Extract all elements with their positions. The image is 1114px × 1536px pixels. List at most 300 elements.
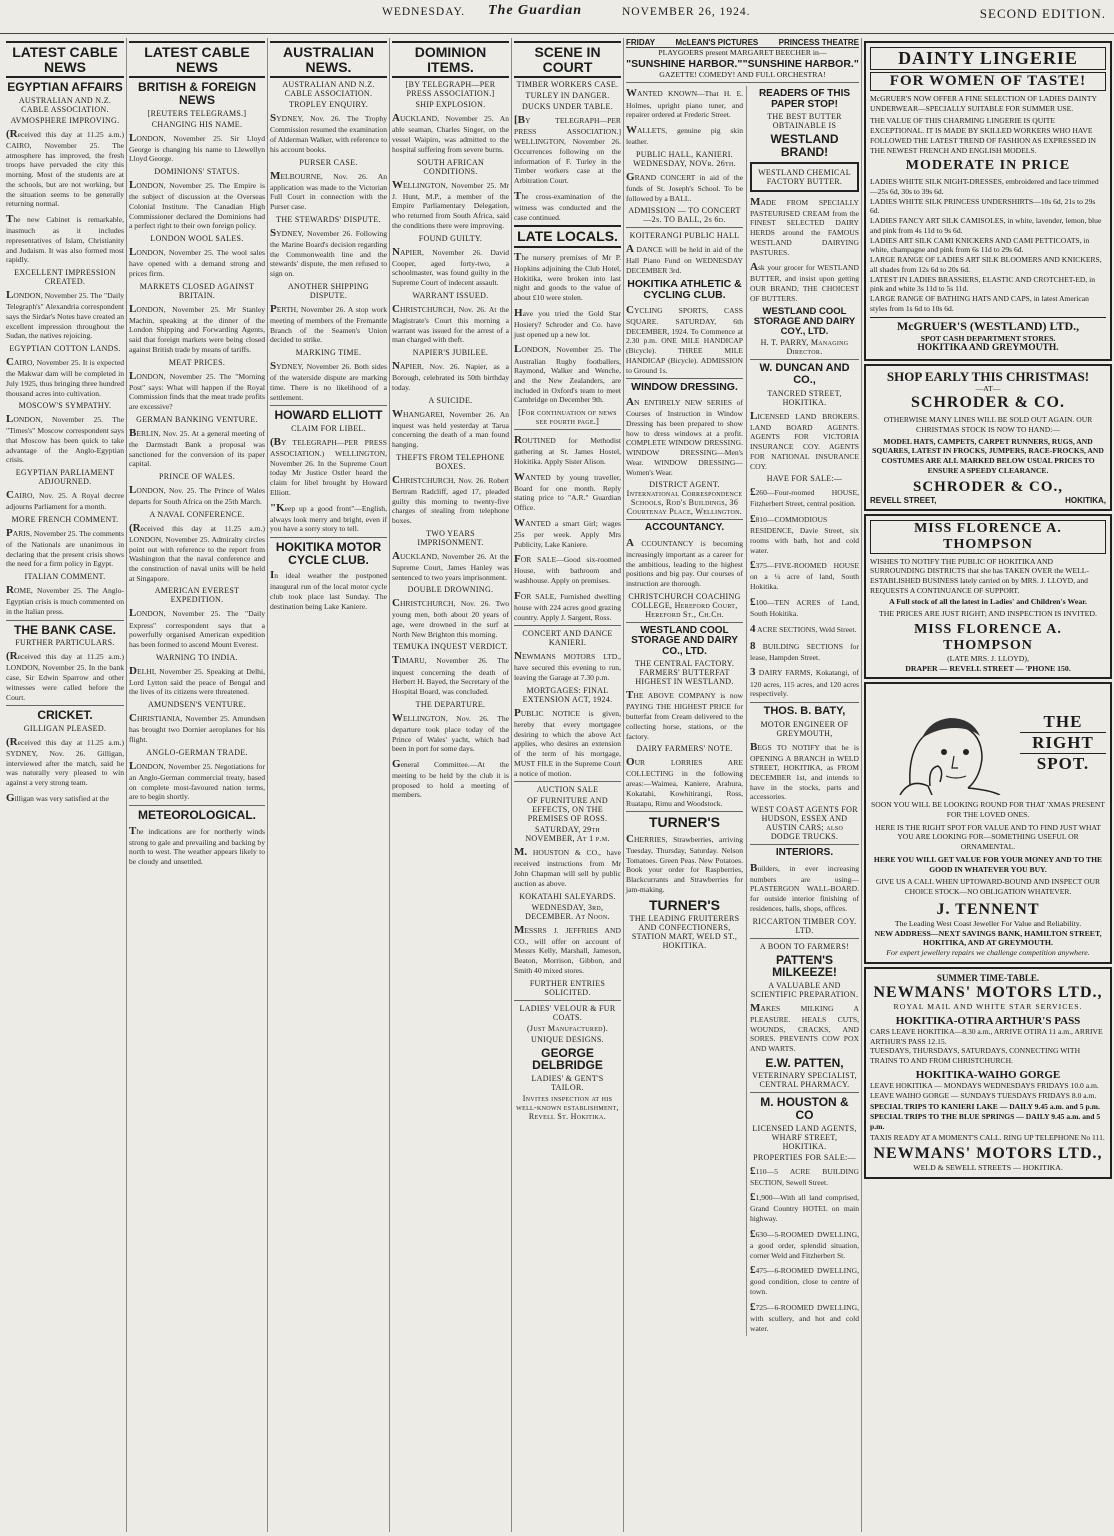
advertiser-name: TURNER'S: [649, 896, 720, 913]
advertiser-name: NEWMANS' MOTORS LTD.,: [873, 1145, 1103, 1163]
property-listing: 4 ACRE SECTIONS, Weld Street.: [750, 622, 857, 635]
ad-text: THE VALUE OF THIS CHARMING LINGERIE IS QUITE EXCEPTIONAL. IT IS MADE BY SKILLED WORKERS WHO HAVE FOLLOWED THE LATEST TREND OF FASHION AS EXPRESSED IN THE NEWEST FRENCH AND ENGLISH MODELS.: [870, 116, 1096, 155]
subhead: DISTRICT AGENT. International Correspondence Schools, Rod's Buildings, 36 Courtenay Place, Wellington.: [626, 480, 743, 517]
subhead: PURSER CASE.: [299, 157, 358, 167]
source-line: [REUTERS TELEGRAMS.]: [147, 108, 247, 118]
article-text: (BY TELEGRAPH—PER PRESS ASSOCIATION.) WELLINGTON, November 26. In the Supreme Court today Mr Justice Ostler heard the claim for libel brought by Howard Elliott.: [270, 435, 387, 497]
classified-ad: FOR SALE, Furnished dwelling house with 224 acres good grazing country. Apply J. Sargent, Ross.: [514, 589, 621, 622]
advertiser-name: SCHRODER & CO.: [910, 394, 1065, 412]
classified-ad: WANTED a smart Girl; wages 25s per week. Apply Mrs Publicity, Lake Kaniere.: [514, 516, 621, 549]
property-listing: £260—Four-roomed HOUSE, Fitzherbert Street, central position.: [750, 486, 859, 509]
subhead: H. T. PARRY, Managing Director.: [760, 338, 849, 357]
notice-text: A CCOUNTANCY is becoming increasingly important as a career for the ambitious, leading to the highest positions and big pay. Our courses of instruction are thorough.: [626, 536, 743, 589]
ad-item: LADIES WHITE SILK NIGHT-DRESSES, embroidered and lace trimmed—25s 6d, 30s to 39s 6d.: [870, 177, 1099, 197]
notice-text: LICENSED LAND BROKERS. LAND BOARD AGENTS. AGENTS FOR VICTORIA INSURANCE COY. AGENTS FOR NATIONAL INSURANCE COY.: [750, 409, 859, 471]
article-text: LONDON, November 25. The "Daily Express" correspondent says that a powerfully organised American expedition has been formed to ascend Mount Everest.: [129, 607, 265, 649]
notice-text: CYCLING SPORTS, CASS SQUARE. SATURDAY, 6th DECEMBER, 1924. To Commence at 2.30 p.m. ONE MILE HANDICAP (Bicycle). THREE MILE HANDICAP (Bicycle). ADMISSION to Ground 1s.: [626, 303, 743, 375]
article-text: LONDON, November 25. The Australian Rugby footballers, Raymond, Walker and Wenche, and the New Zealanders, are included in Oxford's team to meet Cambridge on December 9th.: [514, 343, 621, 405]
subhead: A NAVAL CONFERENCE.: [149, 509, 245, 519]
article-text: PARIS, November 25. The comments of the Nationals are unanimous in declaring that the present crisis shows the need for a firm policy in Egypt.: [6, 526, 124, 569]
notice-text: NEWMANS MOTORS LTD., have secured this evening to run, leaving the Garage at 7.30 p.m.: [514, 650, 621, 683]
divider: [626, 811, 743, 812]
divider: [750, 359, 859, 360]
subhead: PROPERTIES FOR SALE:—: [753, 1152, 856, 1162]
article-text: SYDNEY, November 26. Following the Marine Board's decision regarding the Commonwealth line and the stewards' dispute, the men refused to sign on.: [270, 226, 387, 279]
notice-text: Builders, in ever increasing numbers are using— PLASTERGON WALL-BOARD. for outside interior finishing of residences, halls, shops, offices.: [750, 861, 859, 913]
source-line: [BY TELEGRAPH—PER PRESS ASSOCIATION.]: [405, 80, 496, 99]
subhead: SATURDAY, 29th NOVEMBER, At 1 p.m.: [525, 825, 610, 844]
subhead: LADIES' VELOUR & FUR COATS.: [519, 1003, 616, 1022]
spot-word: RIGHT: [1020, 732, 1106, 754]
route-text: SPECIAL TRIPS TO THE BLUE SPRINGS — DAILY 9.45 a.m. and 5 p.m.: [870, 1111, 1101, 1131]
subhead: A SUICIDE.: [428, 395, 473, 405]
article-text: MELBOURNE, Nov. 26. An application was made to the Victorian Full Court in connection with the Purser case.: [270, 169, 387, 212]
headline: BRITISH & FOREIGN NEWS: [137, 80, 256, 107]
film-titles: [626, 58, 859, 70]
ad-text: SOON YOU WILL BE LOOKING ROUND FOR THAT 'XMAS PRESENT FOR THE LOVED ONES.: [871, 800, 1105, 820]
article-text: In ideal weather the postponed inaugural run of the local motor cycle club took place last Sunday. The destination being Lake Kaniere.: [270, 569, 387, 611]
notice-text: OUR LORRIES ARE COLLECTING in the following areas:—Waimea, Kaniere, Arahura, Kokatahi, Kowhitirangi, Ross, Ruatapu, Rimu and Woodstock.: [626, 756, 743, 808]
divider: [750, 938, 859, 939]
subhead: VETERINARY SPECIALIST, CENTRAL PHARMACY.: [752, 1071, 857, 1090]
article-text: WELLINGTON, November 25. Mr J. Hunt, M.P., a member of the Empire Parliamentary Delegation, who returned from South Africa, said the conditions there were improving.: [392, 178, 509, 230]
ad-headline: MODERATE IN PRICE: [905, 158, 1071, 174]
pictures-day: FRIDAY: [626, 38, 656, 47]
subhead: THE DEPARTURE.: [415, 699, 486, 709]
column-1-cable-news: [4, 38, 127, 1532]
article-text: Have you tried the Gold Star Hosiery? Schroder and Co. have just opened up a new lot.: [514, 306, 621, 339]
divider: [129, 805, 265, 806]
notice-text: MAKES MILKING A PLEASURE. HEALS CUTS, WOUNDS, CRACKS, AND SORES. PREVENTS COW POX AND WARTS.: [750, 1001, 859, 1054]
subhead: FURTHER ENTRIES SOLICITED.: [529, 978, 606, 997]
advertiser-name: WESTLAND COOL STORAGE AND DAIRY COY., LTD.: [753, 305, 856, 337]
subhead: DOMINIONS' STATUS.: [154, 167, 240, 177]
classified-ad: PUBLIC HALL, KANIERI. WEDNESDAY, NOVr. 26th.: [633, 149, 736, 168]
ad-item: LADIES FANCY ART SILK CAMISOLES, in white, lavender, lemon, blue and pink from 4s 11d to 9s 6d.: [870, 216, 1102, 235]
continuation-note: [For continuation of news see fourth page.]: [518, 408, 617, 427]
advertiser-name: SCHRODER & CO.,: [912, 478, 1063, 495]
notice-text: BEGS TO NOTIFY that he is OPENING A BRANCH in WELD STREET, HOKITIKA, as FROM DECEMBER 1st, and intends to have in the stocks, parts and accessories.: [750, 740, 859, 802]
subhead: SHIP EXPLOSION.: [415, 100, 486, 110]
route-heading: HOKITIKA-WAIHO GORGE: [915, 1068, 1061, 1081]
newmans-ad: [864, 967, 1112, 1179]
ad-text: MODEL HATS, CAMPETS, CARPET RUNNERS, RUGS, AND SQUARES, LATEST IN FROCKS, JUMPERS, RACE-FROCKS, AND COSTUMES ARE ALL MARKED BELOW USUAL PRICES TO ENSURE A SPEEDY CLEARANCE.: [872, 436, 1104, 475]
property-listing: £630—5-ROOMED DWELLING, a good order, splendid situation, corner Weld and Fitzherbert St.: [750, 1227, 859, 1260]
article-text: LONDON, Nov. 25. The Prince of Wales departs for South Africa on the 25th March.: [129, 483, 265, 507]
ad-item: LARGE RANGE OF BATHING HATS AND CAPS, in latest American styles from 1s 6d to 10s 6d.: [870, 293, 1089, 313]
classified-ad: WANTED KNOWN—That H. E. Holmes, upright piano tuner, and repairer ordered at Frederic Street.: [626, 87, 743, 120]
property-listing: £810—COMMODIOUS RESIDENCE, Davie Street, six rooms with bath, hot and cold water.: [750, 513, 859, 555]
subhead: UNIQUE DESIGNS.: [531, 1034, 604, 1044]
ad-sub: (LATE MRS. J. LLOYD),: [947, 653, 1029, 663]
ad-sub: HOKITIKA AND GREYMOUTH.: [917, 343, 1059, 354]
headline: SCENE IN COURT: [514, 41, 621, 78]
notice-text: Ask your grocer for WESTLAND BUTTER, and insist upon getting OUR BRAND, THE CHOICEST OF BUTTERS.: [750, 261, 859, 303]
subhead: LADIES' & GENT'S TAILOR.: [531, 1073, 604, 1092]
article-text: NAPIER, Nov. 26. Napier, as a Borough, celebrated its 50th birthday today.: [392, 360, 509, 392]
tennent-ad: [864, 682, 1112, 963]
subhead: LONDON WOOL SALES.: [150, 234, 244, 244]
ad-sub: NEW ADDRESS—NEXT SAVINGS BANK, HAMILTON STREET, HOKITIKA, AND AT GREYMOUTH.: [874, 928, 1102, 948]
route-text: LEAVE HOKITIKA — MONDAYS WEDNESDAYS FRIDAYS 10.0 a.m.: [870, 1080, 1099, 1090]
property-listing: £375—FIVE-ROOMED HOUSE on a ¼ acre of land, South Hokitika.: [750, 559, 859, 592]
ad-sub: DRAPER — REVELL STREET — 'PHONE 150.: [905, 663, 1071, 673]
pictures-theatre: PRINCESS THEATRE: [778, 38, 859, 47]
right-spot-title: [1020, 712, 1106, 774]
property-listing: 3 DAIRY FARMS, Kokatangi, of 120 acres, 115 acres, and 120 acres respectively.: [750, 666, 859, 699]
advertiser-name: M. HOUSTON & CO: [760, 1095, 849, 1122]
source-line: AUSTRALIAN AND N.Z. CABLE ASSOCIATION.: [282, 80, 375, 99]
ad-sub: SUMMER TIME-TABLE.: [936, 972, 1040, 983]
spot-word: THE: [1043, 711, 1083, 731]
address-street: REVELL STREET,: [870, 495, 937, 505]
ad-text: HERE IS THE RIGHT SPOT FOR VALUE AND TO FIND JUST WHAT YOU ARE LOOKING FOR—SOMETHING USEFUL OR ORNAMENTAL.: [875, 822, 1101, 852]
subhead: Invites inspection at his well-known establishment, Revell St. Hokitika.: [516, 1093, 619, 1121]
article-text: SYDNEY, November 26. Both sides of the waterside dispute are marking time. There is no likelihood of a settlement.: [270, 360, 387, 402]
notice-text: CHERRIES, Strawberries, arriving Tuesday, Thursday, Saturday. Nelson Tomatoes. Green Peas. New Potatoes. Book your order for Raspberries, Blackcurrants and Strawberries for jam-making.: [626, 832, 743, 894]
ad-item: LARGE RANGE OF LADIES ART SILK BLOOMERS AND KNICKERS, all shades from 12s 6d to 20s 6d.: [870, 255, 1102, 274]
subhead: TWO YEARS IMPRISONMENT.: [417, 528, 484, 547]
spot-word: SPOT.: [1036, 753, 1090, 773]
classified-ad: WANTED by young traveller, Board for one month. Reply stating price to "A.R." Guardian Office.: [514, 470, 621, 513]
subhead: AMUNDSEN'S VENTURE.: [147, 700, 247, 710]
divider: [6, 705, 124, 706]
subhead: MARKETS CLOSED AGAINST BRITAIN.: [139, 281, 255, 300]
article-text: LONDON, November 25. The "Daily Telegraph's" Alexandria correspondent says the Sirdar's Notes have created an excellent impression throughout the Sudan, the natives rejoicing.: [6, 289, 124, 341]
subhead: CHRISTCHURCH COACHING COLLEGE, Hereford Court, Hereford St., Ch.Ch.: [628, 591, 741, 619]
subhead: KOKATAHI SALEYARDS.: [519, 891, 616, 901]
ad-item: LADIES WHITE SILK PRINCESS UNDERSHIRTS—10s 6d, 21s to 29s 6d.: [870, 196, 1096, 216]
advertiser-name: McGRUER'S (WESTLAND) LTD.,: [870, 317, 1106, 333]
article-text: NAPIER, November 26. David Cooper, aged forty-two, a schoolmaster, was found guilty in the Supreme Court of indecent assault.: [392, 245, 509, 288]
subhead: MORE FRENCH COMMENT.: [11, 514, 119, 524]
subhead: ANOTHER SHIPPING DISPUTE.: [287, 281, 370, 300]
divider: [514, 1000, 621, 1001]
headline: AUSTRALIAN NEWS.: [270, 41, 387, 78]
subhead: ANGLO-GERMAN TRADE.: [146, 747, 248, 757]
article-text: CHRISTCHURCH, Nov. 26. Robert Bertram Radcliff, aged 17, pleaded guilty this morning to twenty-five charges of stealing from telephone boxes.: [392, 473, 509, 526]
subhead: WEST COAST AGENTS FOR HUDSON, ESSEX AND AUSTIN CARS; also DODGE TRUCKS.: [751, 805, 858, 842]
subhead: THEFTS FROM TELEPHONE BOXES.: [396, 452, 505, 471]
property-listing: £110—5 ACRE BUILDING SECTION, Sewell Street.: [750, 1164, 859, 1187]
column-7-display-ads: [862, 38, 1114, 1532]
property-listing: £100—TEN ACRES of Land, South Hokitika.: [750, 595, 859, 618]
article-text: CHRISTIANIA, November 25. Amundsen has brought two Dornier aeroplanes for his flight.: [129, 712, 265, 744]
article-text: Gilligan was very satisfied at the: [6, 791, 109, 804]
subhead: MOTOR ENGINEER OF GREYMOUTH,: [760, 719, 849, 738]
subhead: TIMBER WORKERS CASE.: [516, 80, 619, 90]
ad-text: A Full stock of all the latest in Ladies' and Children's Wear.: [889, 597, 1087, 607]
divider: [750, 1092, 859, 1093]
thompson-ad: [864, 514, 1112, 680]
article-text: CHRISTCHURCH, Nov. 26. Two young men, both about 20 years of age, were drowned in the surf at North New Brighton this morning.: [392, 597, 509, 639]
subhead: FURTHER PARTICULARS.: [15, 638, 115, 648]
subhead: WEDNESDAY, 3rd, DECEMBER. At Noon.: [525, 902, 610, 921]
source-line: AUSTRALIAN AND N.Z. CABLE ASSOCIATION.: [18, 95, 112, 114]
property-listing: £1,900—With all land comprised, Grand Country HOTEL on main highway.: [750, 1191, 859, 1224]
ad-text: WISHES TO NOTIFY THE PUBLIC OF HOKITIKA AND SURROUNDING DISTRICTS that she has TAKEN OVER the WELL-ESTABLISHED BUSINESS lately carried on by MRS. J. LLOYD, and REQUESTS A CONTINUANCE OF SUPPORT.: [870, 556, 1089, 595]
article-text: DELHI, November 25. Speaking at Delhi, Lord Lytton said the peace of Bengal and the lives of its citizens were threatened.: [129, 664, 265, 697]
subhead: FOUND GUILTY.: [418, 233, 483, 243]
route-text: TAXIS READY AT A MOMENT'S CALL. RING UP TELEPHONE No 111.: [870, 1133, 1105, 1143]
divider: [626, 519, 743, 520]
pictures-banner: [626, 38, 859, 48]
headline: CRICKET.: [37, 708, 93, 723]
subhead: GILLIGAN PLEASED.: [23, 723, 107, 733]
masthead: [0, 0, 1114, 34]
subhead: AMERICAN EVEREST EXPEDITION.: [154, 586, 240, 605]
notice-text: M. HOUSTON & CO., have received instructions from Mr John Chapman will sell by public auction as above.: [514, 846, 621, 888]
divider: [626, 622, 743, 623]
subhead: THE LEADING FRUITERERS AND CONFECTIONERS, STATION MART, WELD ST., HOKITIKA.: [629, 914, 740, 951]
admission: ADMISSION — TO CONCERT—2s. TO BALL, 2s 6d.: [628, 206, 741, 225]
subhead: OF FURNITURE AND EFFECTS, ON THE PREMISES OF ROSS.: [527, 796, 608, 824]
divider: [750, 702, 859, 703]
divider: [514, 429, 621, 430]
thinking-man-illustration: [870, 690, 1020, 795]
divider: [750, 844, 859, 845]
article-text: ROME, November 25. The Anglo-Egyptian crisis is much commented on in the Italian press.: [6, 584, 124, 616]
article-text: AUCKLAND, November 26. At the Supreme Court, James Hanley was sentenced to two years imprisonment.: [392, 549, 509, 582]
classified-ad: FOR SALE—Good six-roomed House, with bathroom and washhouse. Apply on premises.: [514, 553, 621, 586]
column-4-dominion-items: [390, 38, 512, 1532]
article-text: CAIRO, Nov. 25. A Royal decree adjourns Parliament for a month.: [6, 489, 124, 512]
ad-text: McGRUER'S NOW OFFER A FINE SELECTION OF LADIES DAINTY UNDERWEAR—SPECIALLY SUITABLE FOR SUMMER USE.: [870, 94, 1097, 113]
notice-text: A DANCE will be held in aid of the Hall Piano Fund on WEDNESDAY DECEMBER 3rd.: [626, 243, 743, 276]
ads-left-column: [626, 86, 743, 1336]
subhead: TEMUKA INQUEST VERDICT.: [393, 642, 508, 652]
masthead-date: NOVEMBER 26, 1924.: [622, 6, 751, 18]
notice-text: THE ABOVE COMPANY is now PAYING THE HIGHEST PRICE for butterfat from Cream delivered to the collecting horse, stations, or the factory.: [626, 689, 743, 741]
subhead: TANCRED STREET, HOKITIKA.: [767, 388, 842, 407]
route-text: CARS LEAVE HOKITIKA—8.30 a.m., ARRIVE OTIRA 11 a.m., ARRIVE ARTHUR'S PASS 12.15.: [870, 1026, 1103, 1046]
headline: EGYPTIAN AFFAIRS: [7, 80, 123, 95]
headline: LATE LOCALS.: [514, 225, 621, 248]
article-text: The indications are for northerly winds strong to gale and prevailing and backing by north to west. The weather appears likely to be cloudy and unsettled.: [129, 824, 265, 867]
subhead: RICCARTON TIMBER COY. LTD.: [752, 916, 857, 935]
advertiser-name: TURNER'S: [649, 814, 720, 831]
ad-headline: DAINTY LINGERIE: [870, 47, 1106, 70]
subhead: A VALUABLE AND SCIENTIFIC PREPARATION.: [750, 980, 859, 999]
subhead: MORTGAGES: FINAL EXTENSION ACT, 1924.: [522, 685, 613, 704]
subhead: LICENSED LAND AGENTS, WHARF STREET, HOKITIKA.: [752, 1123, 857, 1151]
article-text: CHRISTCHURCH, Nov. 26. At the Magistrate's Court this morning a warrant was issued for the arrest of a man charged with theft.: [392, 302, 509, 345]
headline: DOMINION ITEMS.: [392, 41, 509, 78]
notice-text: MADE FROM SPECIALLY PASTEURISED CREAM from the FINEST SELECTED DAIRY HERDS around the FAMOUS WESTLAND DAIRYING PASTURES.: [750, 195, 859, 257]
ads-grid: [626, 86, 859, 1336]
article-text: (Received this day at 11.25 a.m.) SYDNEY, Nov. 26. Gilligan, interviewed after the match, said he was naturally very pleased to win against a very strong team.: [6, 735, 124, 788]
subhead: EGYPTIAN PARLIAMENT ADJOURNED.: [15, 468, 115, 487]
classified-ad: ROUTINED for Methodist gathering at St. James Hostel, Hokitika. Apply Sister Alison.: [514, 434, 621, 466]
article-text: SYDNEY, Nov. 26. The Trophy Commission resumed the examination of Alderman Walker, with reference to his account books.: [270, 112, 387, 154]
route-text: SPECIAL TRIPS TO KANIERI LAKE — DAILY 9.45 a.m. and 5 p.m.: [870, 1102, 1100, 1112]
article-text: The nursery premises of Mr P. Hopkins adjoining the Club Hotel, Hokitika, were broken into last night and goods to the value of about £10 were stolen.: [514, 250, 621, 303]
masthead-title: The Guardian: [488, 3, 583, 18]
article-text: (Received this day at 11.25 a.m.) LONDON, November 25. In the bank case, Sir Edwin Sparrow and other witnesses were called before the Court.: [6, 650, 124, 702]
article-text: TIMARU, November 26. The inquest concerning the death of Herbert H. Bayed, the Secretary of the Hospital Board, was concluded.: [392, 654, 509, 696]
ad-text: GIVE US A CALL WHEN UPTOWARD-BOUND AND INSPECT OUR CHOICE STOCK—NO OBLIGATION WHATEVER.: [875, 877, 1101, 897]
headline: HOKITIKA MOTOR CYCLE CLUB.: [275, 540, 382, 567]
schroder-ad: [864, 364, 1112, 510]
headline: WINDOW DRESSING.: [631, 381, 738, 394]
ads-right-column: [746, 86, 859, 1336]
subhead: PRINCE OF WALES.: [159, 471, 235, 481]
article-text: LONDON, November 25. Negotiations for an Anglo-German commercial treaty, based on complete most-favoured nation terms, are to begin shortly.: [129, 759, 265, 802]
subhead: AVMOSPHERE IMPROVING.: [10, 115, 120, 125]
subhead: WARRANT ISSUED.: [412, 290, 489, 300]
pictures-sub: GAZETTE! COMEDY! AND FULL ORCHESTRA!: [659, 69, 826, 79]
advertiser-name: W. DUNCAN AND CO.,: [759, 362, 850, 387]
subhead: TURLEY IN DANGER.: [525, 91, 610, 101]
right-spot-header: [870, 688, 1106, 797]
article-text: General Committee.—At the meeting to be held by the club it is proposed to hold a meeting of members.: [392, 757, 509, 800]
film-title: "SUNSHINE HARBOR.": [626, 57, 743, 70]
property-listing: £725—6-ROOMED DWELLING, with scullery, and hot and cold water.: [750, 1300, 859, 1333]
subhead: THE CENTRAL FACTORY. FARMERS' BUTTERFAT HIGHEST IN WESTLAND.: [634, 659, 735, 687]
subhead: NAPIER'S JUBILEE.: [412, 348, 489, 358]
address-town: HOKITIKA,: [1065, 495, 1106, 505]
subhead: SOUTH AFRICAN CONDITIONS.: [416, 157, 485, 176]
classified-ad: GRAND CONCERT in aid of the funds of St. Joseph's School. To be followed by a BALL.: [626, 170, 743, 203]
subhead: DAIRY FARMERS' NOTE.: [636, 744, 733, 754]
article-text: BERLIN, Nov. 25. At a general meeting of the Darmstadt Bank a proposal was sanctioned for the conversion of its paper capital.: [129, 426, 265, 469]
article-text: LONDON, November 25. The wool sales have opened with a demand strong and prices firm.: [129, 246, 265, 278]
ad-sub: THE PRICES ARE JUST RIGHT; AND INSPECTION IS INVITED.: [879, 609, 1097, 619]
divider: [626, 227, 743, 228]
subhead: MARKING TIME.: [295, 348, 362, 358]
article-text: LONDON, November 25. Mr Stanley Machin, speaking at the dinner of the London Shipping and Forwarding Agents, said that foreign markets were being closed against British trade by means of tariffs.: [129, 302, 265, 354]
masthead-edition: SECOND EDITION.: [979, 6, 1106, 21]
ad-item: LADIES ART SILK CAMI KNICKERS AND CAMI PETTICOATS, in white, champagne and pink from 6s 11d to 29s 6d.: [870, 235, 1090, 255]
article-text: PERTH, November 26. A stop work meeting of members of the Fremantle Branch of the Seamen's Union decided to strike.: [270, 302, 387, 345]
subhead: HAVE FOR SALE:—: [766, 474, 843, 484]
headline: METEOROLOGICAL.: [138, 807, 256, 822]
article-text: LONDON, November 25. The Empire is the subject of discussion at the Overseas Colonial Institute. The Canadian High Commissioner declared the Dominions had a perfect right to their own foreign policy.: [129, 179, 265, 231]
film-title: "SUNSHINE HARBOR.": [742, 57, 859, 70]
advertiser-name: THOS. B. BATY,: [763, 704, 846, 717]
advertiser-name: WESTLAND BRAND!: [770, 132, 839, 160]
subhead: EGYPTIAN COTTON LANDS.: [9, 343, 121, 353]
subhead: DOUBLE DROWNING.: [407, 585, 494, 595]
headline: LATEST CABLE NEWS: [129, 41, 265, 78]
headline: WESTLAND COOL STORAGE AND DAIRY CO., LTD.: [631, 624, 738, 657]
article-text: [BY TELEGRAPH—PER PRESS ASSOCIATION.] WELLINGTON, November 26. Occurrences following on the information of F. Turley in the Timber workers case at the Arbitration Court.: [514, 114, 621, 186]
ad-address: [870, 496, 1106, 505]
masthead-day: WEDNESDAY.: [382, 6, 466, 18]
article-text: LONDON, November 25. The "Morning Post" says: What will happen if the Royal Commission finds that the meat trade profits are excessive?: [129, 369, 265, 412]
advertiser-name: MISS FLORENCE A. THOMPSON: [914, 621, 1062, 653]
subhead: ITALIAN COMMENT.: [24, 572, 106, 582]
headline: THE BANK CASE.: [13, 622, 116, 637]
column-2-british-news: [127, 38, 268, 1532]
article-text: The cross-examination of the witness was conducted and the case continued.: [514, 189, 621, 222]
column-3-australian-news: [268, 38, 390, 1532]
article-text: "Keep up a good front"—English, always look merry and bright, even if you have a sorry story to tell.: [270, 501, 387, 534]
subhead: DUCKS UNDER TABLE.: [521, 102, 614, 112]
divider: [626, 378, 743, 379]
ad-headline: SHOP EARLY THIS CHRISTMAS!: [886, 369, 1090, 385]
notice-text: AN ENTIRELY NEW SERIES of Courses of Instruction in Window Dressing has been prepared to show how to dress windows at a profit. COMPLETE WINDOW DRESSING. WINDOW DRESSING—Men's Wear. WINDOW DRESSING—Women's Wear.: [626, 396, 743, 477]
pictures-line: PLAYGOERS present MARGARET BEECHER in—: [658, 48, 827, 57]
article-text: (Received this day at 11.25 a.m.) CAIRO, November 25. The atmosphere has improved, the fresh troops have pervaded the city this morning. Most of the students are at the schools, but are not working, but the situation seems to be generally returning normal.: [6, 127, 124, 209]
route-text: LEAVE WAIHO GORGE — SUNDAYS TUESDAYS FRIDAYS 8.0 a.m.: [870, 1090, 1097, 1100]
ad-headline: FOR WOMEN OF TASTE!: [870, 72, 1106, 91]
subhead: CLAIM FOR LIBEL.: [291, 423, 366, 433]
subhead: WESTLAND CHEMICAL FACTORY BUTTER.: [758, 167, 851, 186]
ad-text: OTHERWISE MANY LINES WILL BE SOLD OUT AGAIN. OUR CHRISTMAS STOCK IS NOW TO HAND:—: [883, 415, 1093, 434]
article-text: WELLINGTON, Nov. 26. The departure took place today of the Prince of Wales' yacht, which had been in port for some days.: [392, 711, 509, 754]
ad-sub: The Leading West Coast Jeweller For Value and Reliability.: [894, 918, 1082, 928]
article-text: LONDON, November 25. The "Times's" Moscow correspondent says that Moscow has been quick to take advantage of the Anglo-Egyptian crisis.: [6, 413, 124, 465]
article-text: LONDON, November 25. Sir Lloyd George is changing his name to Llewellyn Lloyd George.: [129, 131, 265, 164]
property-listing: £475—6-ROOMED DWELLING, good condition, close to centre of town.: [750, 1264, 859, 1297]
headline: LATEST CABLE NEWS: [6, 41, 124, 78]
subhead: (Just Manufactured).: [526, 1023, 609, 1033]
subhead: MEAT PRICES.: [168, 357, 226, 367]
subhead: MOSCOW'S SYMPATHY.: [18, 401, 112, 411]
ad-sub: SPOT CASH DEPARTMENT STORES.: [920, 333, 1056, 343]
route-text: TUESDAYS, THURSDAYS, SATURDAYS, CONNECTING WITH TRAINS TO AND FROM CHRISTCHURCH.: [870, 1046, 1081, 1065]
headline: HOKITIKA ATHLETIC & CYCLING CLUB.: [627, 277, 742, 301]
property-listing: 8 BUILDING SECTIONS for lease, Hampden Street.: [750, 639, 859, 662]
ad-text: HERE YOU WILL GET VALUE FOR YOUR MONEY AND TO THE GOOD IN WHATEVER YOU BUY.: [873, 854, 1103, 874]
butter-logo: [750, 162, 859, 192]
article-text: (Received this day at 11.25 a.m.) LONDON, November 25. Admiralty circles point out with reference to the report from Washington that the naval conference and the construction of naval units will be held at Singapore.: [129, 521, 265, 583]
ad-sub: WELD & SEWELL STREETS — HOKITIKA.: [913, 1163, 1063, 1173]
subhead: CHANGING HIS NAME.: [151, 119, 243, 129]
advertiser-name: E.W. PATTEN,: [765, 1055, 844, 1070]
ad-sub: ROYAL MAIL AND WHITE STAR SERVICES.: [893, 1001, 1083, 1011]
headline: INTERIORS.: [775, 847, 834, 859]
article-text: WHANGAREI, November 26. An inquest was held yesterday at Tarua concerning the death of a man found hanging.: [392, 407, 509, 450]
route-heading: HOKITIKA-OTIRA ARTHUR'S PASS: [895, 1014, 1081, 1027]
column-6-advertisements: [624, 38, 862, 1532]
divider: [514, 625, 621, 626]
subhead: EXCELLENT IMPRESSION CREATED.: [14, 268, 116, 287]
advertiser-name: J. TENNENT: [936, 900, 1040, 918]
headline: ACCOUNTANCY.: [644, 522, 725, 534]
notice-text: MESSRS J. JEFFRIES AND CO., will offer on account of Messrs Kelly, Marshall, Jameson, Beaton, Morrison, Gibbon, and Smith 40 mixed stores.: [514, 923, 621, 975]
notice-text: PUBLIC NOTICE is given, hereby that every mortgagee desiring to which the above Act applies, who desires an extension of the term of his mortgage, MUST FILE in the Supreme Court a notice of motion.: [514, 706, 621, 778]
ad-sub: —AT—: [975, 384, 1001, 394]
divider: [6, 620, 124, 621]
advertiser-name: MISS FLORENCE A. THOMPSON: [870, 520, 1106, 554]
classified-ad: WALLETS, genuine pig skin leather.: [626, 123, 743, 147]
article-text: CAIRO, November 25. It is expected the Makwar dam will be completed in July 1925, thus bringing three hundred thousand acres into cultivation.: [6, 355, 124, 398]
headline: READERS OF THIS PAPER STOP!: [758, 88, 851, 110]
subhead: WARNING TO INDIA.: [156, 652, 238, 662]
ad-item: LATEST IN LADIES BRASSIERS, ELASTIC AND CROTCHET-ED, in pink and white 3s 11d to 5s 11d.: [870, 274, 1096, 294]
subhead: THE STEWARDS' DISPUTE.: [276, 214, 381, 224]
advertiser-name: NEWMANS' MOTORS LTD.,: [873, 983, 1103, 1001]
ad-sub: For expert jewellery repairs we challenge competition anywhere.: [886, 948, 1090, 957]
article-text: AUCKLAND, November 25. An able seaman, Charles Singer, on the vessel Waipiro, was admitted to the hospital suffering from severe burns.: [392, 112, 509, 154]
subhead: THE BEST BUTTER OBTAINABLE IS: [767, 112, 842, 131]
headline: HOWARD ELLIOTT: [274, 408, 383, 423]
divider: [270, 405, 387, 406]
subhead: TROPLEY ENQUIRY.: [288, 100, 369, 110]
column-5-court-locals: [512, 38, 624, 1532]
pictures-venue: McLEAN'S PICTURES: [675, 38, 759, 47]
divider: [514, 781, 621, 782]
subhead: AUCTION SALE: [536, 785, 599, 795]
article-text: The new Cabinet is remarkable, inasmuch as it includes representatives of Islam, Christianity and Judaism. It was also formed most rapidly.: [6, 213, 124, 265]
advertiser-name: GEORGE DELBRIDGE: [532, 1045, 603, 1073]
divider: [270, 537, 387, 538]
advertiser-name: PATTEN'S MILKEEZE!: [772, 952, 837, 980]
lingerie-ad: [864, 41, 1112, 361]
subhead: CONCERT AND DANCE KANIERI.: [522, 629, 613, 648]
